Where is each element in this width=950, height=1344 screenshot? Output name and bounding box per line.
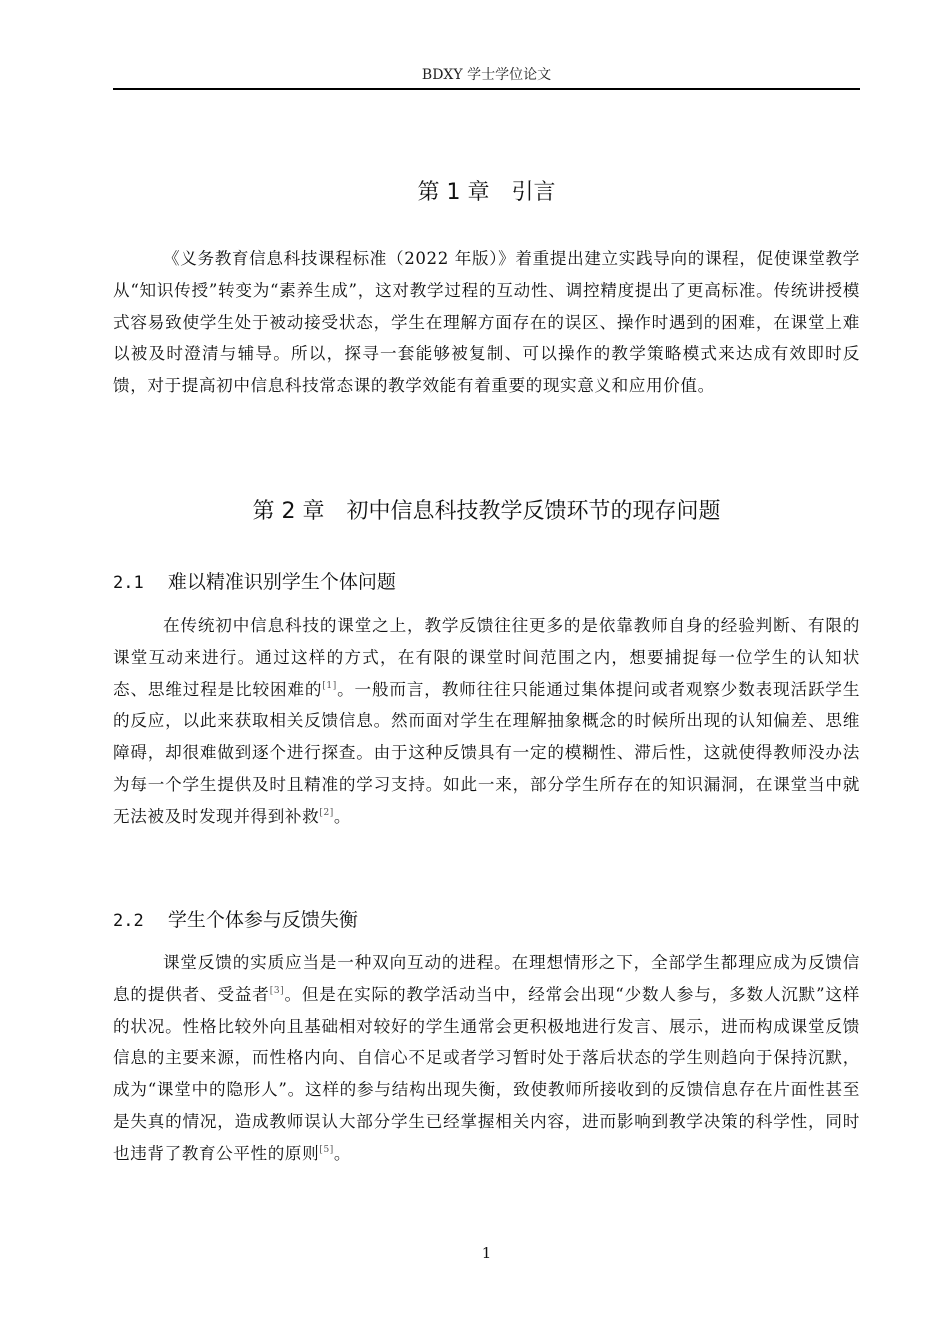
chapter-1-title: 第 1 章 引言 xyxy=(417,180,556,205)
section-2-2-text-c: 。 xyxy=(333,1143,352,1163)
running-header-title: BDXY 学士学位论文 xyxy=(421,67,552,83)
section-2-1-text-a: 在传统初中信息科技的课堂之上，教学反馈往往更多的是依靠教师自身的经验判断、有限的课堂互动来进行。通过这样的方式，在有限的课堂时间范围之内，想要捕捉每一位学生的认知状态、思维过程是比较困难的 xyxy=(113,616,860,699)
section-2-2-text-a: 课堂反馈的实质应当是一种双向互动的进程。在理想情形之下，全部学生都理应成为反馈信息的提供者、受益者 xyxy=(113,953,860,1004)
section-2-2-title: 学生个体参与反馈失衡 xyxy=(167,909,358,931)
chapter-2-title: 第 2 章 初中信息科技教学反馈环节的现存问题 xyxy=(252,499,721,524)
section-2-1-paragraph xyxy=(113,610,860,833)
page-number: 1 xyxy=(481,1244,492,1262)
running-header xyxy=(113,64,860,90)
section-2-2-text-b: 。但是在实际的教学活动当中，经常会出现“少数人参与，多数人沉默”这样的状况。性格比较外向且基础相对较好的学生通常会更积极地进行发言、展示，进而构成课堂反馈信息的主要来源，而性格内向、自信心不足或者学习暂时处于落后状态的学生则趋向于保持沉默，成为“课堂中的隐形人”。这样的参与结构出现失衡，致使教师所接收到的反馈信息存在片面性甚至是失真的情况，造成教师误认大部分学生已经掌握相关内容，进而影响到教学决策的科学性，同时也违背了教育公平性的原则 xyxy=(113,984,860,1163)
citation-2: [2] xyxy=(319,807,334,818)
citation-5: [5] xyxy=(319,1144,334,1155)
section-2-1-heading xyxy=(113,568,860,597)
citation-1: [1] xyxy=(322,680,337,691)
section-2-2-heading xyxy=(113,906,860,935)
section-2-1-text-c: 。 xyxy=(333,806,352,826)
section-2-2-paragraph xyxy=(113,947,860,1170)
section-2-2-number: 2.2 xyxy=(113,911,144,931)
chapter-1-paragraph: 《义务教育信息科技课程标准（2022 年版）》着重提出建立实践导向的课程，促使课堂教学从“知识传授”转变为“素养生成”，这对教学过程的互动性、调控精度提出了更高标准。传统讲授模式容易致使学生处于被动接受状态，学生在理解方面存在的误区、操作时遇到的困难，在课堂上难以被及时澄清与辅导。所以，探寻一套能够被复制、可以操作的教学策略模式来达成有效即时反馈，对于提高初中信息科技常态课的教学效能有着重要的现实意义和应用价值。 xyxy=(113,249,860,396)
section-2-1-text-b: 。一般而言，教师往往只能通过集体提问或者观察少数表现活跃学生的反应，以此来获取相关反馈信息。然而面对学生在理解抽象概念的时候所出现的认知偏差、思维障碍，却很难做到逐个进行探查。由于这种反馈具有一定的模糊性、滞后性，这就使得教师没办法为每一个学生提供及时且精准的学习支持。如此一来，部分学生所存在的知识漏洞，在课堂当中就无法被及时发现并得到补救 xyxy=(113,679,861,826)
citation-3: [3] xyxy=(269,985,285,996)
section-2-1-title: 难以精准识别学生个体问题 xyxy=(167,571,396,593)
section-2-1-number: 2.1 xyxy=(113,573,144,593)
